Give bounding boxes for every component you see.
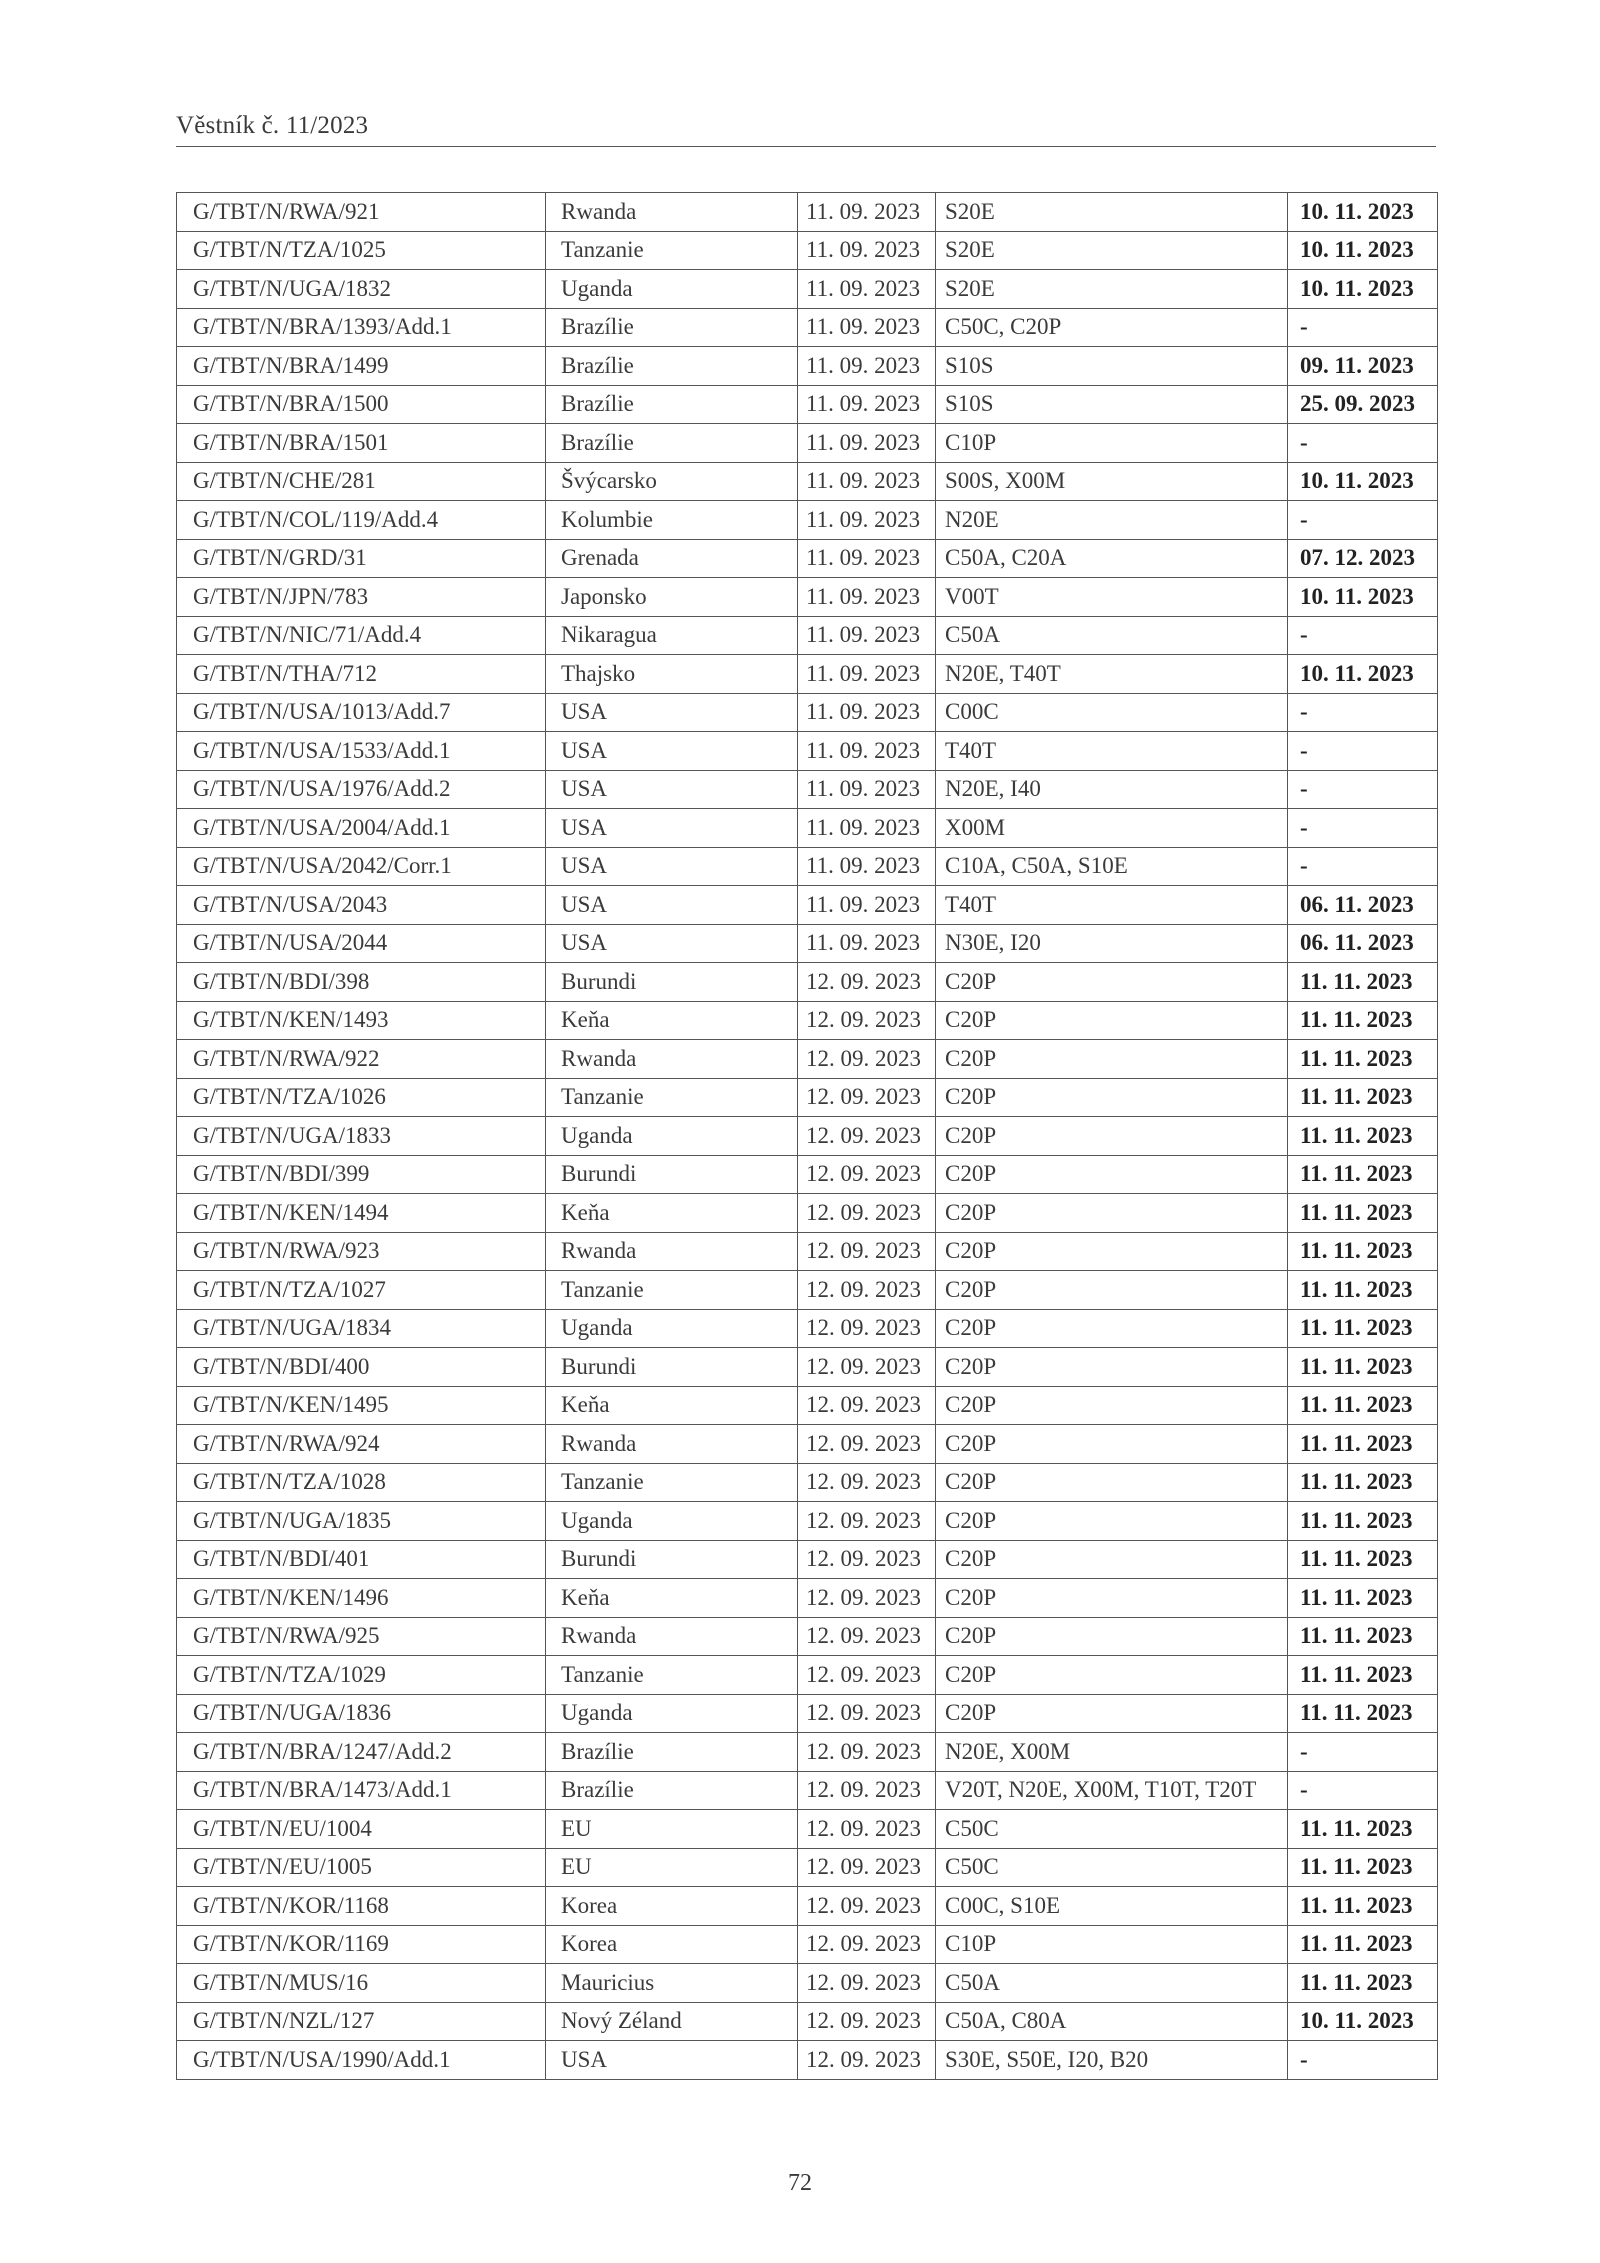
date-cell: 12. 09. 2023 <box>798 1001 936 1040</box>
code-cell: C20P <box>936 1232 1288 1271</box>
document-code-cell: G/TBT/N/GRD/31 <box>177 539 546 578</box>
date-cell: 12. 09. 2023 <box>798 1848 936 1887</box>
document-code-cell: G/TBT/N/BRA/1499 <box>177 347 546 386</box>
table-row <box>177 1887 1438 1926</box>
deadline-cell: 11. 11. 2023 <box>1288 1810 1438 1849</box>
table-row <box>177 1348 1438 1387</box>
deadline-cell: 10. 11. 2023 <box>1288 462 1438 501</box>
date-cell: 11. 09. 2023 <box>798 539 936 578</box>
deadline-cell: 11. 11. 2023 <box>1288 1964 1438 2003</box>
table-row <box>177 1579 1438 1618</box>
document-code-cell: G/TBT/N/KEN/1495 <box>177 1386 546 1425</box>
code-cell: C50A, C80A <box>936 2002 1288 2041</box>
date-cell: 12. 09. 2023 <box>798 1117 936 1156</box>
document-code-cell: G/TBT/N/UGA/1835 <box>177 1502 546 1541</box>
country-cell: Burundi <box>546 1348 798 1387</box>
country-cell: EU <box>546 1848 798 1887</box>
code-cell: C50C, C20P <box>936 308 1288 347</box>
date-cell: 12. 09. 2023 <box>798 963 936 1002</box>
document-code-cell: G/TBT/N/TZA/1027 <box>177 1271 546 1310</box>
country-cell: USA <box>546 847 798 886</box>
deadline-cell: - <box>1288 770 1438 809</box>
code-cell: C20P <box>936 1386 1288 1425</box>
code-cell: C20P <box>936 1425 1288 1464</box>
table-row <box>177 578 1438 617</box>
date-cell: 12. 09. 2023 <box>798 1925 936 1964</box>
code-cell: C50A <box>936 1964 1288 2003</box>
document-code-cell: G/TBT/N/BRA/1473/Add.1 <box>177 1771 546 1810</box>
date-cell: 12. 09. 2023 <box>798 1194 936 1233</box>
code-cell: C20P <box>936 1502 1288 1541</box>
code-cell: S20E <box>936 231 1288 270</box>
country-cell: Brazílie <box>546 385 798 424</box>
code-cell: S30E, S50E, I20, B20 <box>936 2041 1288 2080</box>
deadline-cell: 10. 11. 2023 <box>1288 270 1438 309</box>
country-cell: Rwanda <box>546 1617 798 1656</box>
date-cell: 12. 09. 2023 <box>798 1386 936 1425</box>
country-cell: Uganda <box>546 1309 798 1348</box>
deadline-cell: 06. 11. 2023 <box>1288 924 1438 963</box>
deadline-cell: 11. 11. 2023 <box>1288 1232 1438 1271</box>
code-cell: C10P <box>936 424 1288 463</box>
date-cell: 12. 09. 2023 <box>798 1502 936 1541</box>
country-cell: Rwanda <box>546 1425 798 1464</box>
document-code-cell: G/TBT/N/KOR/1168 <box>177 1887 546 1926</box>
country-cell: USA <box>546 809 798 848</box>
document-code-cell: G/TBT/N/COL/119/Add.4 <box>177 501 546 540</box>
table-row <box>177 1810 1438 1849</box>
country-cell: Brazílie <box>546 1771 798 1810</box>
country-cell: Tanzanie <box>546 231 798 270</box>
document-code-cell: G/TBT/N/BRA/1500 <box>177 385 546 424</box>
code-cell: C20P <box>936 1540 1288 1579</box>
document-code-cell: G/TBT/N/RWA/922 <box>177 1040 546 1079</box>
date-cell: 11. 09. 2023 <box>798 732 936 771</box>
document-code-cell: G/TBT/N/KEN/1493 <box>177 1001 546 1040</box>
date-cell: 11. 09. 2023 <box>798 693 936 732</box>
deadline-cell: - <box>1288 616 1438 655</box>
document-code-cell: G/TBT/N/BRA/1501 <box>177 424 546 463</box>
code-cell: C20P <box>936 963 1288 1002</box>
country-cell: Švýcarsko <box>546 462 798 501</box>
deadline-cell: 10. 11. 2023 <box>1288 2002 1438 2041</box>
code-cell: S20E <box>936 270 1288 309</box>
page-header-title: Věstník č. 11/2023 <box>176 112 369 139</box>
date-cell: 11. 09. 2023 <box>798 424 936 463</box>
table-row <box>177 1771 1438 1810</box>
document-code-cell: G/TBT/N/BDI/400 <box>177 1348 546 1387</box>
deadline-cell: 11. 11. 2023 <box>1288 1656 1438 1695</box>
code-cell: C20P <box>936 1040 1288 1079</box>
document-code-cell: G/TBT/N/EU/1005 <box>177 1848 546 1887</box>
date-cell: 12. 09. 2023 <box>798 1771 936 1810</box>
date-cell: 11. 09. 2023 <box>798 886 936 925</box>
document-code-cell: G/TBT/N/JPN/783 <box>177 578 546 617</box>
country-cell: Tanzanie <box>546 1463 798 1502</box>
country-cell: USA <box>546 924 798 963</box>
document-code-cell: G/TBT/N/MUS/16 <box>177 1964 546 2003</box>
document-code-cell: G/TBT/N/KEN/1494 <box>177 1194 546 1233</box>
document-code-cell: G/TBT/N/UGA/1832 <box>177 270 546 309</box>
document-code-cell: G/TBT/N/USA/2004/Add.1 <box>177 809 546 848</box>
code-cell: C50A <box>936 616 1288 655</box>
date-cell: 12. 09. 2023 <box>798 1887 936 1926</box>
deadline-cell: 11. 11. 2023 <box>1288 1386 1438 1425</box>
country-cell: Tanzanie <box>546 1656 798 1695</box>
date-cell: 11. 09. 2023 <box>798 501 936 540</box>
date-cell: 12. 09. 2023 <box>798 1155 936 1194</box>
table-row <box>177 2002 1438 2041</box>
table-row <box>177 732 1438 771</box>
deadline-cell: 25. 09. 2023 <box>1288 385 1438 424</box>
code-cell: C20P <box>936 1078 1288 1117</box>
code-cell: C20P <box>936 1617 1288 1656</box>
document-code-cell: G/TBT/N/RWA/923 <box>177 1232 546 1271</box>
header-divider <box>176 146 1436 147</box>
code-cell: C20P <box>936 1117 1288 1156</box>
country-cell: Keňa <box>546 1579 798 1618</box>
code-cell: C50C <box>936 1848 1288 1887</box>
code-cell: C20P <box>936 1579 1288 1618</box>
deadline-cell: - <box>1288 693 1438 732</box>
table-row <box>177 462 1438 501</box>
table-row <box>177 1617 1438 1656</box>
document-code-cell: G/TBT/N/TZA/1025 <box>177 231 546 270</box>
deadline-cell: 11. 11. 2023 <box>1288 1887 1438 1926</box>
date-cell: 11. 09. 2023 <box>798 616 936 655</box>
document-code-cell: G/TBT/N/RWA/924 <box>177 1425 546 1464</box>
table-row <box>177 616 1438 655</box>
deadline-cell: - <box>1288 501 1438 540</box>
deadline-cell: - <box>1288 424 1438 463</box>
date-cell: 11. 09. 2023 <box>798 347 936 386</box>
table-row <box>177 1194 1438 1233</box>
deadline-cell: 11. 11. 2023 <box>1288 1425 1438 1464</box>
table-row <box>177 2041 1438 2080</box>
code-cell: X00M <box>936 809 1288 848</box>
country-cell: Grenada <box>546 539 798 578</box>
code-cell: C50C <box>936 1810 1288 1849</box>
date-cell: 12. 09. 2023 <box>798 1579 936 1618</box>
country-cell: Rwanda <box>546 193 798 232</box>
deadline-cell: 11. 11. 2023 <box>1288 1155 1438 1194</box>
deadline-cell: 11. 11. 2023 <box>1288 1925 1438 1964</box>
document-code-cell: G/TBT/N/UGA/1834 <box>177 1309 546 1348</box>
date-cell: 12. 09. 2023 <box>798 1733 936 1772</box>
table-row <box>177 1040 1438 1079</box>
document-code-cell: G/TBT/N/UGA/1833 <box>177 1117 546 1156</box>
table-row <box>177 963 1438 1002</box>
code-cell: C20P <box>936 1463 1288 1502</box>
code-cell: C50A, C20A <box>936 539 1288 578</box>
code-cell: N20E <box>936 501 1288 540</box>
deadline-cell: 11. 11. 2023 <box>1288 1540 1438 1579</box>
country-cell: Burundi <box>546 1155 798 1194</box>
country-cell: Kolumbie <box>546 501 798 540</box>
country-cell: Uganda <box>546 1502 798 1541</box>
date-cell: 11. 09. 2023 <box>798 193 936 232</box>
document-code-cell: G/TBT/N/NZL/127 <box>177 2002 546 2041</box>
deadline-cell: 11. 11. 2023 <box>1288 1271 1438 1310</box>
date-cell: 11. 09. 2023 <box>798 462 936 501</box>
table-row <box>177 847 1438 886</box>
table-row <box>177 693 1438 732</box>
code-cell: S00S, X00M <box>936 462 1288 501</box>
country-cell: USA <box>546 770 798 809</box>
table-row <box>177 1848 1438 1887</box>
date-cell: 12. 09. 2023 <box>798 1078 936 1117</box>
table-row <box>177 924 1438 963</box>
country-cell: Keňa <box>546 1386 798 1425</box>
table-row <box>177 1925 1438 1964</box>
deadline-cell: 11. 11. 2023 <box>1288 1579 1438 1618</box>
document-code-cell: G/TBT/N/USA/1013/Add.7 <box>177 693 546 732</box>
document-code-cell: G/TBT/N/USA/2044 <box>177 924 546 963</box>
document-code-cell: G/TBT/N/EU/1004 <box>177 1810 546 1849</box>
deadline-cell: - <box>1288 1733 1438 1772</box>
deadline-cell: 11. 11. 2023 <box>1288 1848 1438 1887</box>
code-cell: N20E, T40T <box>936 655 1288 694</box>
date-cell: 11. 09. 2023 <box>798 578 936 617</box>
deadline-cell: 10. 11. 2023 <box>1288 231 1438 270</box>
notification-table-body <box>177 193 1438 2080</box>
deadline-cell: 11. 11. 2023 <box>1288 963 1438 1002</box>
country-cell: Mauricius <box>546 1964 798 2003</box>
date-cell: 12. 09. 2023 <box>798 1964 936 2003</box>
deadline-cell: 11. 11. 2023 <box>1288 1078 1438 1117</box>
table-row <box>177 270 1438 309</box>
code-cell: C20P <box>936 1694 1288 1733</box>
country-cell: Keňa <box>546 1194 798 1233</box>
notification-table <box>176 192 1438 2080</box>
country-cell: Uganda <box>546 1694 798 1733</box>
code-cell: S10S <box>936 385 1288 424</box>
code-cell: C20P <box>936 1271 1288 1310</box>
country-cell: Tanzanie <box>546 1271 798 1310</box>
code-cell: T40T <box>936 732 1288 771</box>
table-row <box>177 1463 1438 1502</box>
table-row <box>177 1117 1438 1156</box>
deadline-cell: - <box>1288 732 1438 771</box>
document-code-cell: G/TBT/N/UGA/1836 <box>177 1694 546 1733</box>
date-cell: 11. 09. 2023 <box>798 770 936 809</box>
deadline-cell: 11. 11. 2023 <box>1288 1309 1438 1348</box>
code-cell: C20P <box>936 1656 1288 1695</box>
date-cell: 12. 09. 2023 <box>798 1232 936 1271</box>
table-row <box>177 1232 1438 1271</box>
deadline-cell: 06. 11. 2023 <box>1288 886 1438 925</box>
country-cell: Burundi <box>546 963 798 1002</box>
document-code-cell: G/TBT/N/NIC/71/Add.4 <box>177 616 546 655</box>
table-row <box>177 501 1438 540</box>
document-code-cell: G/TBT/N/TZA/1026 <box>177 1078 546 1117</box>
code-cell: C20P <box>936 1001 1288 1040</box>
document-code-cell: G/TBT/N/USA/2042/Corr.1 <box>177 847 546 886</box>
country-cell: Keňa <box>546 1001 798 1040</box>
table-row <box>177 1001 1438 1040</box>
deadline-cell: 11. 11. 2023 <box>1288 1001 1438 1040</box>
document-code-cell: G/TBT/N/KEN/1496 <box>177 1579 546 1618</box>
document-code-cell: G/TBT/N/BRA/1393/Add.1 <box>177 308 546 347</box>
document-code-cell: G/TBT/N/CHE/281 <box>177 462 546 501</box>
country-cell: USA <box>546 2041 798 2080</box>
document-code-cell: G/TBT/N/USA/2043 <box>177 886 546 925</box>
document-code-cell: G/TBT/N/RWA/921 <box>177 193 546 232</box>
deadline-cell: 11. 11. 2023 <box>1288 1040 1438 1079</box>
country-cell: Brazílie <box>546 1733 798 1772</box>
date-cell: 11. 09. 2023 <box>798 385 936 424</box>
code-cell: C20P <box>936 1155 1288 1194</box>
date-cell: 11. 09. 2023 <box>798 270 936 309</box>
table-row <box>177 1733 1438 1772</box>
country-cell: Brazílie <box>546 424 798 463</box>
deadline-cell: - <box>1288 2041 1438 2080</box>
deadline-cell: 11. 11. 2023 <box>1288 1617 1438 1656</box>
deadline-cell: 07. 12. 2023 <box>1288 539 1438 578</box>
deadline-cell: 11. 11. 2023 <box>1288 1194 1438 1233</box>
date-cell: 12. 09. 2023 <box>798 2041 936 2080</box>
country-cell: USA <box>546 693 798 732</box>
date-cell: 12. 09. 2023 <box>798 1425 936 1464</box>
country-cell: Korea <box>546 1925 798 1964</box>
date-cell: 11. 09. 2023 <box>798 847 936 886</box>
code-cell: C20P <box>936 1348 1288 1387</box>
deadline-cell: - <box>1288 1771 1438 1810</box>
country-cell: Japonsko <box>546 578 798 617</box>
table-row <box>177 770 1438 809</box>
table-row <box>177 1502 1438 1541</box>
deadline-cell: 10. 11. 2023 <box>1288 193 1438 232</box>
country-cell: Thajsko <box>546 655 798 694</box>
table-row <box>177 193 1438 232</box>
country-cell: Rwanda <box>546 1040 798 1079</box>
table-row <box>177 308 1438 347</box>
deadline-cell: 11. 11. 2023 <box>1288 1463 1438 1502</box>
code-cell: C10A, C50A, S10E <box>936 847 1288 886</box>
page-number: 72 <box>788 2170 812 2196</box>
date-cell: 12. 09. 2023 <box>798 1463 936 1502</box>
document-code-cell: G/TBT/N/THA/712 <box>177 655 546 694</box>
table-row <box>177 347 1438 386</box>
deadline-cell: 11. 11. 2023 <box>1288 1348 1438 1387</box>
date-cell: 12. 09. 2023 <box>798 1271 936 1310</box>
table-row <box>177 809 1438 848</box>
date-cell: 11. 09. 2023 <box>798 231 936 270</box>
code-cell: S10S <box>936 347 1288 386</box>
table-row <box>177 1309 1438 1348</box>
document-code-cell: G/TBT/N/KOR/1169 <box>177 1925 546 1964</box>
country-cell: Tanzanie <box>546 1078 798 1117</box>
date-cell: 11. 09. 2023 <box>798 924 936 963</box>
code-cell: N30E, I20 <box>936 924 1288 963</box>
table-row <box>177 231 1438 270</box>
document-code-cell: G/TBT/N/RWA/925 <box>177 1617 546 1656</box>
country-cell: Korea <box>546 1887 798 1926</box>
code-cell: S20E <box>936 193 1288 232</box>
table-row <box>177 1964 1438 2003</box>
date-cell: 12. 09. 2023 <box>798 1694 936 1733</box>
table-row <box>177 385 1438 424</box>
country-cell: EU <box>546 1810 798 1849</box>
document-code-cell: G/TBT/N/BRA/1247/Add.2 <box>177 1733 546 1772</box>
document-code-cell: G/TBT/N/BDI/398 <box>177 963 546 1002</box>
date-cell: 12. 09. 2023 <box>798 1309 936 1348</box>
date-cell: 11. 09. 2023 <box>798 655 936 694</box>
country-cell: USA <box>546 886 798 925</box>
code-cell: C10P <box>936 1925 1288 1964</box>
table-row <box>177 1155 1438 1194</box>
date-cell: 12. 09. 2023 <box>798 1617 936 1656</box>
date-cell: 11. 09. 2023 <box>798 308 936 347</box>
code-cell: V00T <box>936 578 1288 617</box>
table-row <box>177 1078 1438 1117</box>
country-cell: USA <box>546 732 798 771</box>
document-code-cell: G/TBT/N/BDI/399 <box>177 1155 546 1194</box>
table-row <box>177 1425 1438 1464</box>
date-cell: 12. 09. 2023 <box>798 1656 936 1695</box>
date-cell: 12. 09. 2023 <box>798 2002 936 2041</box>
deadline-cell: - <box>1288 308 1438 347</box>
table-row <box>177 539 1438 578</box>
country-cell: Rwanda <box>546 1232 798 1271</box>
deadline-cell: 11. 11. 2023 <box>1288 1694 1438 1733</box>
country-cell: Uganda <box>546 270 798 309</box>
table-row <box>177 655 1438 694</box>
table-row <box>177 1271 1438 1310</box>
document-code-cell: G/TBT/N/USA/1990/Add.1 <box>177 2041 546 2080</box>
document-code-cell: G/TBT/N/USA/1976/Add.2 <box>177 770 546 809</box>
country-cell: Nový Zéland <box>546 2002 798 2041</box>
country-cell: Burundi <box>546 1540 798 1579</box>
document-code-cell: G/TBT/N/TZA/1028 <box>177 1463 546 1502</box>
country-cell: Nikaragua <box>546 616 798 655</box>
country-cell: Brazílie <box>546 308 798 347</box>
document-code-cell: G/TBT/N/TZA/1029 <box>177 1656 546 1695</box>
date-cell: 11. 09. 2023 <box>798 809 936 848</box>
country-cell: Brazílie <box>546 347 798 386</box>
code-cell: C00C, S10E <box>936 1887 1288 1926</box>
deadline-cell: - <box>1288 809 1438 848</box>
table-row <box>177 886 1438 925</box>
document-code-cell: G/TBT/N/BDI/401 <box>177 1540 546 1579</box>
deadline-cell: 11. 11. 2023 <box>1288 1117 1438 1156</box>
date-cell: 12. 09. 2023 <box>798 1540 936 1579</box>
code-cell: N20E, I40 <box>936 770 1288 809</box>
table-row <box>177 1386 1438 1425</box>
code-cell: C20P <box>936 1309 1288 1348</box>
code-cell: C20P <box>936 1194 1288 1233</box>
table-row <box>177 1540 1438 1579</box>
table-row <box>177 1656 1438 1695</box>
deadline-cell: - <box>1288 847 1438 886</box>
deadline-cell: 11. 11. 2023 <box>1288 1502 1438 1541</box>
table-row <box>177 1694 1438 1733</box>
table-row <box>177 424 1438 463</box>
code-cell: T40T <box>936 886 1288 925</box>
code-cell: V20T, N20E, X00M, T10T, T20T <box>936 1771 1288 1810</box>
code-cell: C00C <box>936 693 1288 732</box>
date-cell: 12. 09. 2023 <box>798 1810 936 1849</box>
date-cell: 12. 09. 2023 <box>798 1040 936 1079</box>
date-cell: 12. 09. 2023 <box>798 1348 936 1387</box>
code-cell: N20E, X00M <box>936 1733 1288 1772</box>
deadline-cell: 10. 11. 2023 <box>1288 578 1438 617</box>
deadline-cell: 09. 11. 2023 <box>1288 347 1438 386</box>
document-code-cell: G/TBT/N/USA/1533/Add.1 <box>177 732 546 771</box>
country-cell: Uganda <box>546 1117 798 1156</box>
deadline-cell: 10. 11. 2023 <box>1288 655 1438 694</box>
